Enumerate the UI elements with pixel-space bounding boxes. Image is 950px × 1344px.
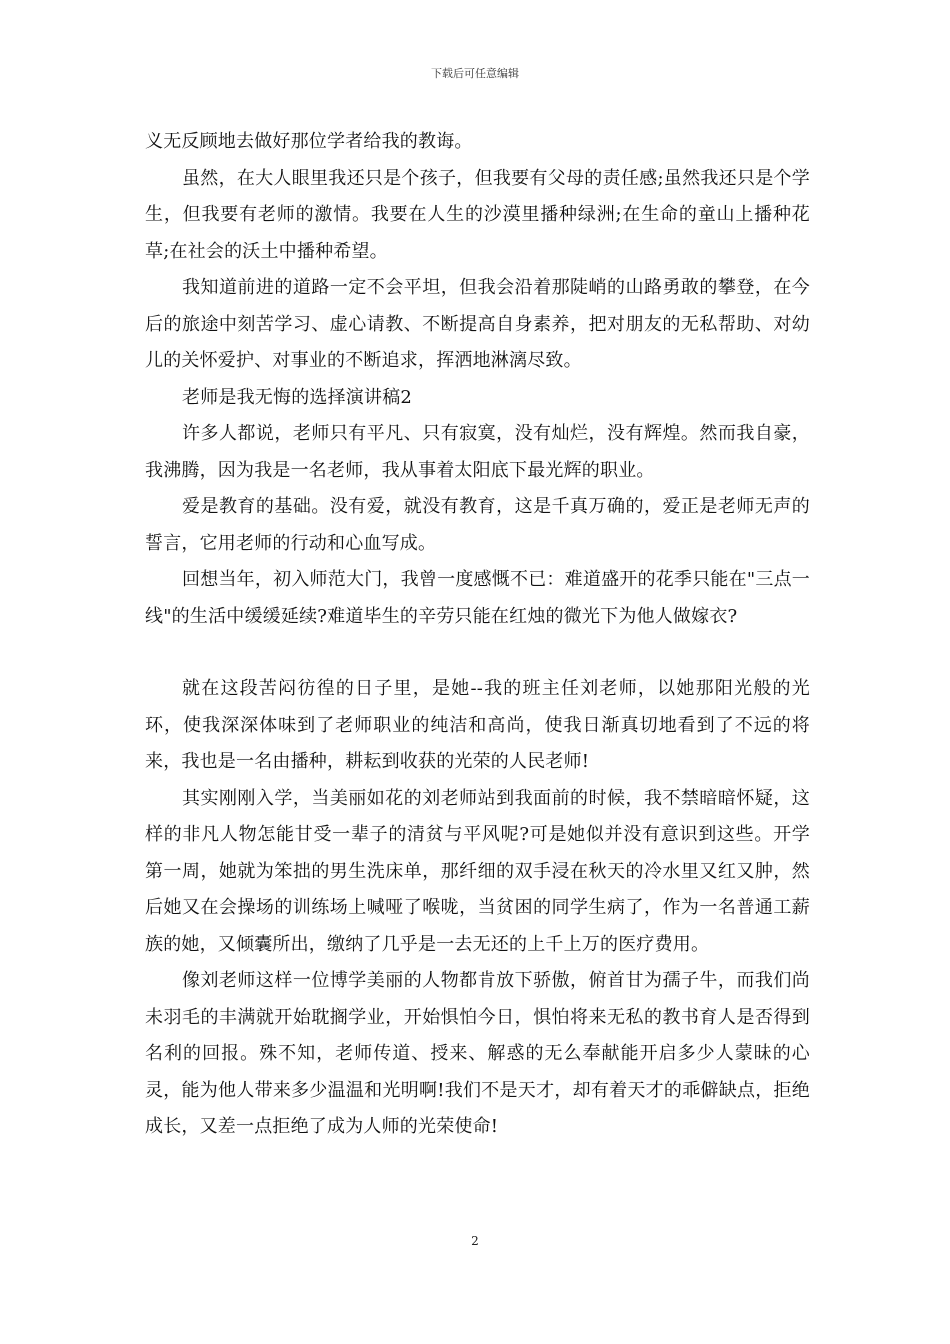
paragraph: 许多人都说，老师只有平凡、只有寂寞，没有灿烂，没有辉煌。然而我自豪，我沸腾，因为我是一名老师，我从事着太阳底下最光辉的职业。	[145, 423, 810, 481]
paragraph: 回想当年，初入师范大门，我曾一度感慨不已：难道盛开的花季只能在"三点一线"的生活中缓缓延续?难道毕生的辛劳只能在红烛的微光下为他人做嫁衣?	[145, 569, 810, 627]
page-number: 2	[471, 1234, 479, 1248]
paragraph: 像刘老师这样一位博学美丽的人物都肯放下骄傲，俯首甘为孺子牛，而我们尚未羽毛的丰满就开始耽搁学业，开始惧怕今日，惧怕将来无私的教书育人是否得到名利的回报。殊不知，老师传道、授来、解惑的无么奉献能开启多少人蒙昧的心灵，能为他人带来多少温温和光明啊!我们不是天才，却有着天才的乖僻缺点，拒绝成长，又差一点拒绝了成为人师的光荣使命!	[145, 970, 810, 1137]
paragraph-continuation: 义无反顾地去做好那位学者给我的教诲。	[145, 131, 473, 152]
paragraph: 虽然，在大人眼里我还只是个孩子，但我要有父母的责任感;虽然我还只是个学生，但我要有老师的激情。我要在人生的沙漠里播种绿洲;在生命的童山上播种花草;在社会的沃土中播种希望。	[145, 167, 810, 262]
paragraph: 其实刚刚入学，当美丽如花的刘老师站到我面前的时候，我不禁暗暗怀疑，这样的非凡人物怎能甘受一辈子的清贫与平风呢?可是她似并没有意识到这些。开学第一周，她就为笨拙的男生洗床单，那纤细的双手浸在秋天的冷水里又红又肿，然后她又在会操场的训练场上喊哑了喉咙，当贫困的同学生病了，作为一名普通工薪族的她，又倾囊所出，缴纳了几乎是一去无还的上千上万的医疗费用。	[145, 787, 810, 955]
paragraph: 爱是教育的基础。没有爱，就没有教育，这是千真万确的，爱正是老师无声的誓言，它用老师的行动和心血写成。	[145, 496, 810, 554]
paragraph: 我知道前进的道路一定不会平坦，但我会沿着那陡峭的山路勇敢的攀登，在今后的旅途中刻苦学习、虚心请教、不断提高自身素养，把对朋友的无私帮助、对幼儿的关怀爱护、对事业的不断追求，挥洒地淋漓尽致。	[145, 277, 810, 371]
section-title: 老师是我无悔的选择演讲稿2	[182, 386, 413, 408]
page-header-note: 下载后可任意编辑	[431, 67, 519, 80]
paragraph: 就在这段苦闷彷徨的日子里，是她--我的班主任刘老师，以她那阳光般的光环，使我深深体味到了老师职业的纯洁和高尚，使我日渐真切地看到了不远的将来，我也是一名由播种，耕耘到收获的光荣的人民老师!	[145, 678, 810, 772]
paragraph-spacer	[145, 635, 810, 671]
document-body	[145, 124, 810, 1146]
